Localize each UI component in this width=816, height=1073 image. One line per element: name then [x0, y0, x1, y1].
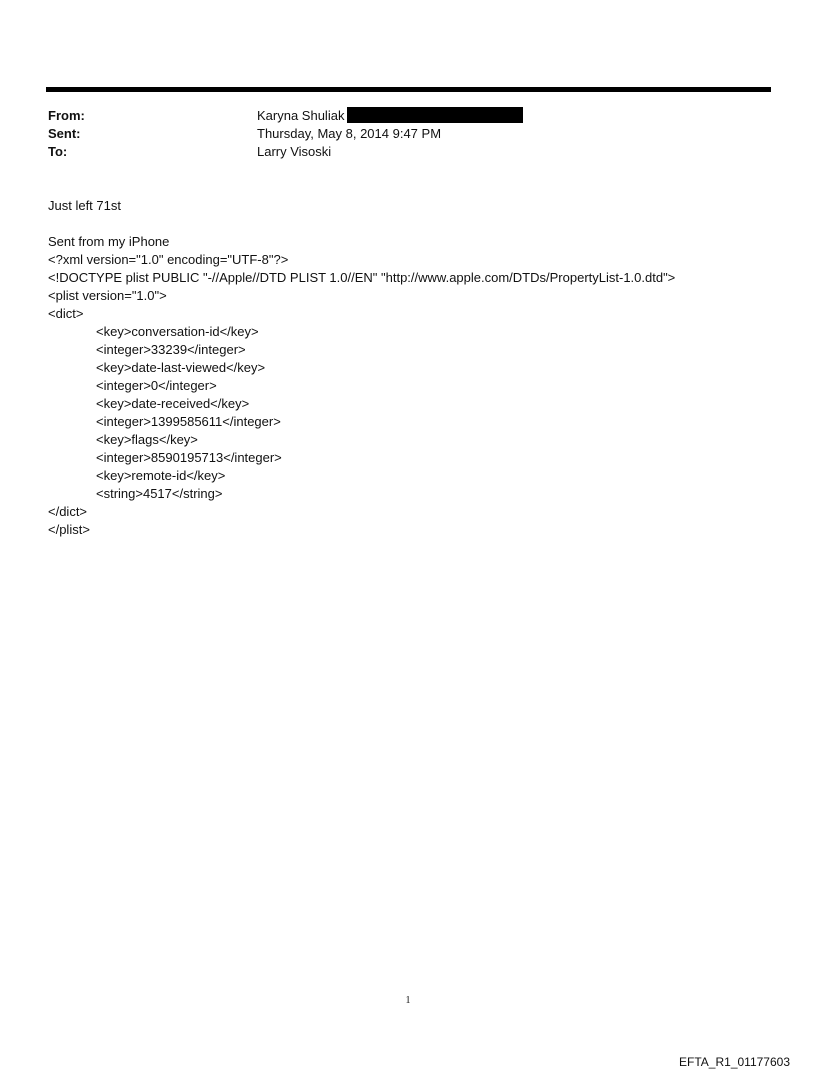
xml-declaration-line: <?xml version="1.0" encoding="UTF-8"?>: [48, 252, 289, 267]
dict-open-line: <dict>: [48, 306, 84, 321]
plist-entry-line: <string>4517</string>: [96, 486, 223, 501]
document-id: EFTA_R1_01177603: [679, 1055, 790, 1069]
page-number: 1: [405, 995, 411, 1006]
plist-entry-line: <key>flags</key>: [96, 432, 198, 447]
from-value: [257, 107, 523, 125]
sent-value: Thursday, May 8, 2014 9:47 PM: [257, 126, 442, 141]
plist-entry-line: <integer>33239</integer>: [96, 342, 246, 357]
plist-entry-line: <integer>0</integer>: [96, 378, 217, 393]
dict-close-line: </dict>: [48, 504, 88, 519]
from-label: From:: [48, 108, 85, 123]
to-value: Larry Visoski: [257, 144, 332, 159]
redaction-block: [347, 107, 523, 123]
header-rule: [46, 87, 771, 92]
doctype-line: <!DOCTYPE plist PUBLIC "-//Apple//DTD PLIST 1.0//EN" "http://www.apple.com/DTDs/PropertyList-1.0.dtd">: [48, 270, 676, 285]
sender-name: Karyna Shuliak: [257, 108, 345, 123]
plist-open-line: <plist version="1.0">: [48, 288, 167, 303]
plist-entry-line: <integer>8590195713</integer>: [96, 450, 282, 465]
plist-entry-line: <key>date-received</key>: [96, 396, 250, 411]
to-label: To:: [48, 144, 68, 159]
plist-entry-line: <integer>1399585611</integer>: [96, 414, 281, 429]
message-text: Just left 71st: [48, 198, 121, 213]
plist-entry-line: <key>remote-id</key>: [96, 468, 226, 483]
plist-entry-line: <key>date-last-viewed</key>: [96, 360, 266, 375]
signature-line: Sent from my iPhone: [48, 234, 170, 249]
message-body: [48, 233, 675, 539]
message-text-block: [48, 197, 121, 215]
plist-close-line: </plist>: [48, 522, 90, 537]
sent-label: Sent:: [48, 126, 81, 141]
plist-entry-line: <key>conversation-id</key>: [96, 324, 259, 339]
